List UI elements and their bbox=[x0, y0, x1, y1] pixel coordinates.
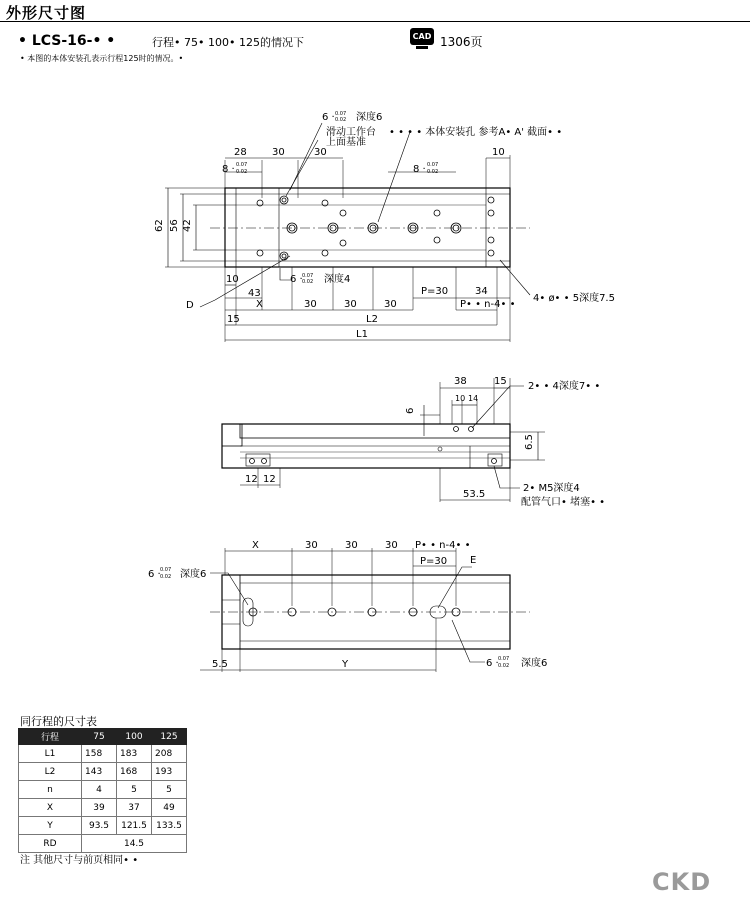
table-header-row bbox=[19, 729, 187, 745]
dim-38: 38 bbox=[454, 376, 467, 387]
page-title: 外形尺寸图 bbox=[6, 4, 87, 22]
model-number: • LCS-16-• • bbox=[18, 33, 116, 49]
table-row: Y 93.5 121.5 133.5 bbox=[19, 817, 187, 835]
dim-5-5: 5.5 bbox=[212, 659, 228, 670]
ckd-logo: CKD bbox=[652, 868, 712, 896]
dim-L1: L1 bbox=[356, 329, 368, 340]
header-stroke: 行程 bbox=[19, 729, 82, 745]
footnote: 注 其他尺寸与前页相同• • bbox=[20, 855, 139, 866]
tol-6-bottom: 6 · bbox=[290, 274, 303, 285]
table-row: RD 14.5 bbox=[19, 835, 187, 853]
slide-table-label: 滑动工作台 bbox=[326, 127, 376, 138]
header-75: 75 bbox=[82, 729, 117, 745]
top-datum-label: 上面基准 bbox=[326, 137, 366, 148]
cad-badge-label: CAD bbox=[410, 28, 434, 45]
mounting-hole-note: • 本图的本体安装孔表示行程125时的情况。• bbox=[20, 54, 184, 63]
dim-10: 10 bbox=[492, 147, 505, 158]
section-D-label: D bbox=[186, 300, 194, 311]
dim-30-b: 30 bbox=[314, 147, 327, 158]
tol-sup-left: 0.07 bbox=[236, 162, 248, 168]
dim-10-bottom: 10 bbox=[226, 274, 239, 285]
tol-8-left: 8 · bbox=[222, 164, 235, 175]
dim-L2: L2 bbox=[366, 314, 378, 325]
dim-30-h: 30 bbox=[385, 540, 398, 551]
dim-15-side: 15 bbox=[494, 376, 507, 387]
dim-6-side: 6 bbox=[405, 407, 416, 414]
page-reference[interactable]: 1306页 bbox=[440, 35, 483, 49]
depth6-bottom-left: 深度6 bbox=[180, 569, 207, 580]
dim-30-e: 30 bbox=[384, 299, 397, 310]
tol-6-bottom-left: 6 · bbox=[148, 569, 161, 580]
dim-42: 42 bbox=[182, 219, 193, 232]
bottom-view bbox=[148, 540, 547, 672]
dim-X: X bbox=[256, 299, 263, 310]
dim-28: 28 bbox=[234, 147, 247, 158]
hole-spec-4: 4• ø• • 5深度7.5 bbox=[533, 293, 615, 304]
tol-sup-mid: 0.07 bbox=[427, 162, 439, 168]
tol-6-top: 6 · bbox=[322, 112, 335, 123]
pitch-n-4: P• • n-4• • bbox=[460, 299, 516, 310]
tol-sup-top: 0.07 bbox=[335, 111, 347, 117]
tol-sup-bottom: 0.07 bbox=[302, 273, 314, 279]
header-125: 125 bbox=[152, 729, 187, 745]
dim-30-a: 30 bbox=[272, 147, 285, 158]
dim-30-g: 30 bbox=[345, 540, 358, 551]
dim-10-side: 10 bbox=[455, 394, 466, 403]
table-row: L1 158 183 208 bbox=[19, 745, 187, 763]
tol-6-bottom-right: 6 · bbox=[486, 658, 499, 669]
pitch-30: P=30 bbox=[421, 286, 449, 297]
table-row: n 4 5 5 bbox=[19, 781, 187, 799]
stroke-table-title: 同行程的尺寸表 bbox=[20, 715, 97, 728]
dim-53-5: 53.5 bbox=[463, 489, 486, 500]
dim-15: 15 bbox=[227, 314, 240, 325]
dim-X-bottom: X bbox=[252, 540, 259, 551]
depth6-top: 深度6 bbox=[356, 112, 383, 123]
table-row: X 39 37 49 bbox=[19, 799, 187, 817]
dim-30-d: 30 bbox=[344, 299, 357, 310]
port-plug-label: 配管气口• 堵塞• • bbox=[521, 497, 606, 508]
dim-30-f: 30 bbox=[305, 540, 318, 551]
header-100: 100 bbox=[117, 729, 152, 745]
dim-34: 34 bbox=[475, 286, 488, 297]
side-hole-spec: 2• • 4深度7• • bbox=[528, 381, 601, 392]
dim-43: 43 bbox=[248, 288, 261, 299]
stroke-condition: 行程• 75• 100• 125的情况下 bbox=[152, 36, 304, 49]
top-view-body-outline bbox=[225, 188, 510, 267]
tol-sup-br: 0.07 bbox=[498, 656, 510, 662]
tol-sub-br: 0.02 bbox=[498, 663, 510, 669]
body-holes-label: • • • • 本体安装孔 参考A• A' 截面• • bbox=[389, 127, 563, 138]
dim-30-c: 30 bbox=[304, 299, 317, 310]
top-view-dimension-lines bbox=[168, 158, 510, 340]
side-view bbox=[222, 376, 605, 508]
tol-sub-bl: 0.02 bbox=[160, 574, 172, 580]
port-spec: 2• M5深度4 bbox=[523, 483, 580, 494]
table-row: L2 143 168 193 bbox=[19, 763, 187, 781]
dim-14-side: 14 bbox=[468, 394, 479, 403]
dim-12-a: 12 bbox=[245, 474, 258, 485]
stroke-dimension-table bbox=[18, 728, 187, 853]
dim-62: 62 bbox=[154, 219, 165, 232]
tol-sub-left: 0.02 bbox=[236, 169, 248, 175]
top-view bbox=[154, 110, 615, 342]
tol-sub-mid: 0.02 bbox=[427, 169, 439, 175]
dim-12-b: 12 bbox=[263, 474, 276, 485]
pitch-n-4-bottom: P• • n-4• • bbox=[415, 540, 471, 551]
section-E-label: E bbox=[470, 555, 477, 566]
top-view-extension-lines bbox=[165, 155, 510, 342]
pitch-30-bottom: P=30 bbox=[420, 556, 448, 567]
top-view-leaders bbox=[200, 123, 530, 307]
tol-8-mid: 8 · bbox=[413, 164, 426, 175]
dim-Y: Y bbox=[342, 659, 349, 670]
tol-sub-bottom: 0.02 bbox=[302, 279, 314, 285]
tol-sup-bl: 0.07 bbox=[160, 567, 172, 573]
tol-sub-top: 0.02 bbox=[335, 117, 347, 123]
dim-56: 56 bbox=[169, 219, 180, 232]
depth4-label: 深度4 bbox=[324, 274, 351, 285]
dim-6-5: 6.5 bbox=[524, 434, 535, 450]
depth6-bottom-right: 深度6 bbox=[521, 658, 548, 669]
